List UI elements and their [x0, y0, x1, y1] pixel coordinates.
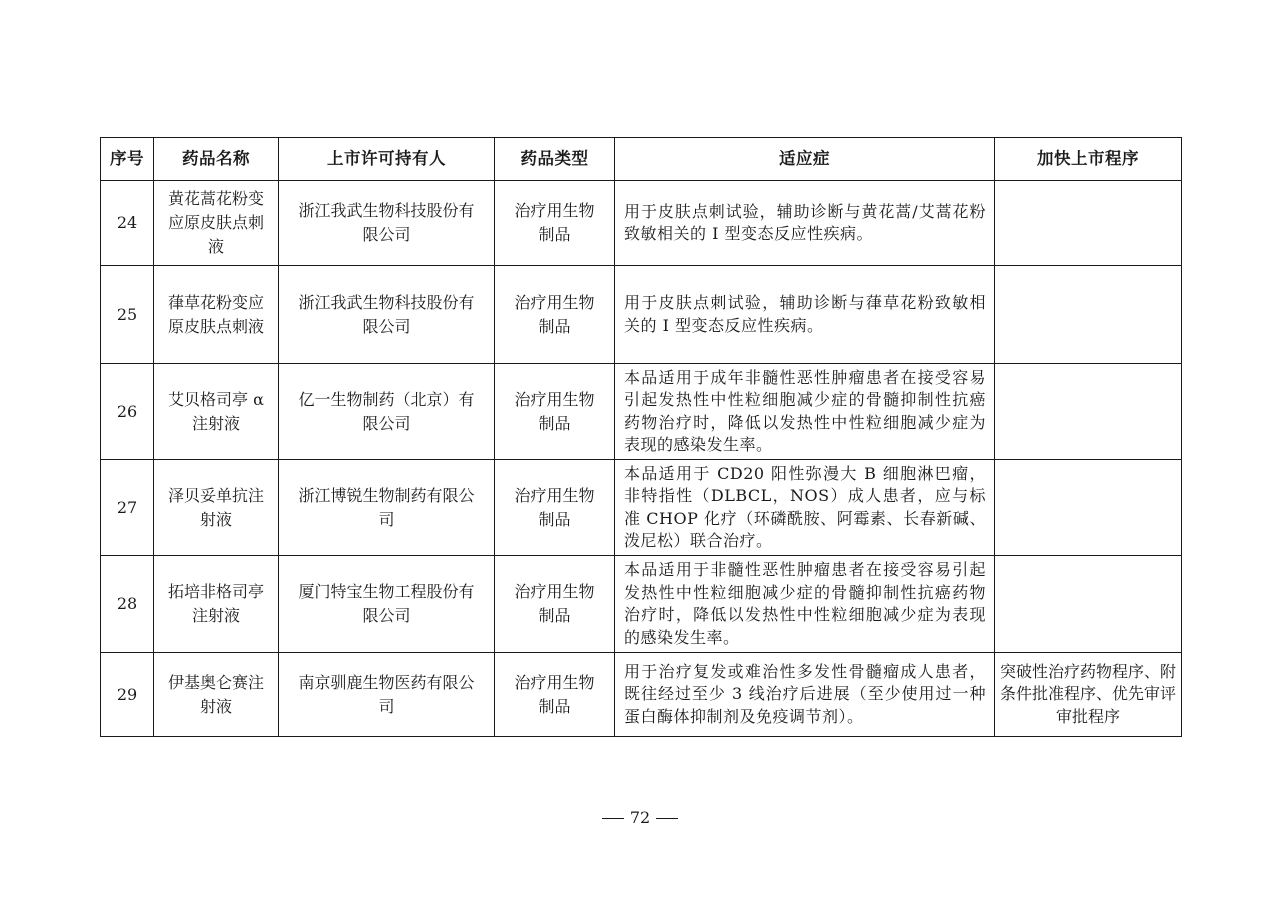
- table-row: [101, 460, 1182, 556]
- row-indication: 本品适用于成年非髓性恶性肿瘤患者在接受容易引起发热性中性粒细胞减少症的骨髓抑制性抗癌药物治疗时，降低以发热性中性粒细胞减少症为表现的感染发生率。: [615, 364, 995, 460]
- row-indication: 用于皮肤点刺试验，辅助诊断与葎草花粉致敏相关的 I 型变态反应性疾病。: [615, 266, 995, 364]
- row-accelerated-program: [995, 556, 1182, 653]
- row-accelerated-program: [995, 181, 1182, 266]
- row-indication: 用于皮肤点刺试验，辅助诊断与黄花蒿/艾蒿花粉致敏相关的 I 型变态反应性疾病。: [615, 181, 995, 266]
- row-accelerated-program: [995, 266, 1182, 364]
- row-seq: 29: [101, 653, 154, 737]
- row-indication: 本品适用于非髓性恶性肿瘤患者在接受容易引起发热性中性粒细胞减少症的骨髓抑制性抗癌药物治疗时，降低以发热性中性粒细胞减少症为表现的感染发生率。: [615, 556, 995, 653]
- row-drug-type: 治疗用生物制品: [495, 181, 615, 266]
- table-row: [101, 364, 1182, 460]
- row-drug-type: 治疗用生物制品: [495, 556, 615, 653]
- table-header-row: [101, 138, 1182, 181]
- row-drug-name: 拓培非格司亭注射液: [154, 556, 279, 653]
- row-drug-name: 艾贝格司亭 α 注射液: [154, 364, 279, 460]
- row-license-holder: 厦门特宝生物工程股份有限公司: [279, 556, 495, 653]
- row-drug-type: 治疗用生物制品: [495, 266, 615, 364]
- row-drug-type: 治疗用生物制品: [495, 460, 615, 556]
- table-row: [101, 266, 1182, 364]
- drug-approval-table: [100, 137, 1182, 737]
- row-indication: 本品适用于 CD20 阳性弥漫大 B 细胞淋巴瘤，非特指性（DLBCL，NOS）成人患者，应与标准 CHOP 化疗（环磷酰胺、阿霉素、长春新碱、泼尼松）联合治疗。: [615, 460, 995, 556]
- header-seq: 序号: [101, 138, 154, 181]
- row-license-holder: 浙江我武生物科技股份有限公司: [279, 266, 495, 364]
- page-number: 72: [629, 808, 651, 827]
- row-accelerated-program: [995, 364, 1182, 460]
- row-seq: 27: [101, 460, 154, 556]
- footer-dash-right: [656, 818, 678, 819]
- table-row: [101, 556, 1182, 653]
- row-indication: 用于治疗复发或难治性多发性骨髓瘤成人患者，既往经过至少 3 线治疗后进展（至少使用过一种蛋白酶体抑制剂及免疫调节剂）。: [615, 653, 995, 737]
- row-license-holder: 浙江我武生物科技股份有限公司: [279, 181, 495, 266]
- table-row: [101, 653, 1182, 737]
- row-seq: 25: [101, 266, 154, 364]
- row-seq: 28: [101, 556, 154, 653]
- row-accelerated-program: [995, 460, 1182, 556]
- table-row: [101, 181, 1182, 266]
- row-drug-type: 治疗用生物制品: [495, 364, 615, 460]
- row-seq: 24: [101, 181, 154, 266]
- row-drug-name: 黄花蒿花粉变应原皮肤点刺液: [154, 181, 279, 266]
- header-drug-type: 药品类型: [495, 138, 615, 181]
- header-indication: 适应症: [615, 138, 995, 181]
- row-seq: 26: [101, 364, 154, 460]
- row-drug-name: 伊基奥仑赛注射液: [154, 653, 279, 737]
- row-drug-name: 葎草花粉变应原皮肤点刺液: [154, 266, 279, 364]
- row-drug-name: 泽贝妥单抗注射液: [154, 460, 279, 556]
- header-license-holder: 上市许可持有人: [279, 138, 495, 181]
- row-license-holder: 亿一生物制药（北京）有限公司: [279, 364, 495, 460]
- header-drug-name: 药品名称: [154, 138, 279, 181]
- row-license-holder: 南京驯鹿生物医药有限公司: [279, 653, 495, 737]
- header-accelerated-program: 加快上市程序: [995, 138, 1182, 181]
- row-accelerated-program: 突破性治疗药物程序、附条件批准程序、优先审评审批程序: [995, 653, 1182, 737]
- page-footer: [0, 808, 1280, 827]
- footer-dash-left: [602, 818, 624, 819]
- row-license-holder: 浙江博锐生物制药有限公司: [279, 460, 495, 556]
- row-drug-type: 治疗用生物制品: [495, 653, 615, 737]
